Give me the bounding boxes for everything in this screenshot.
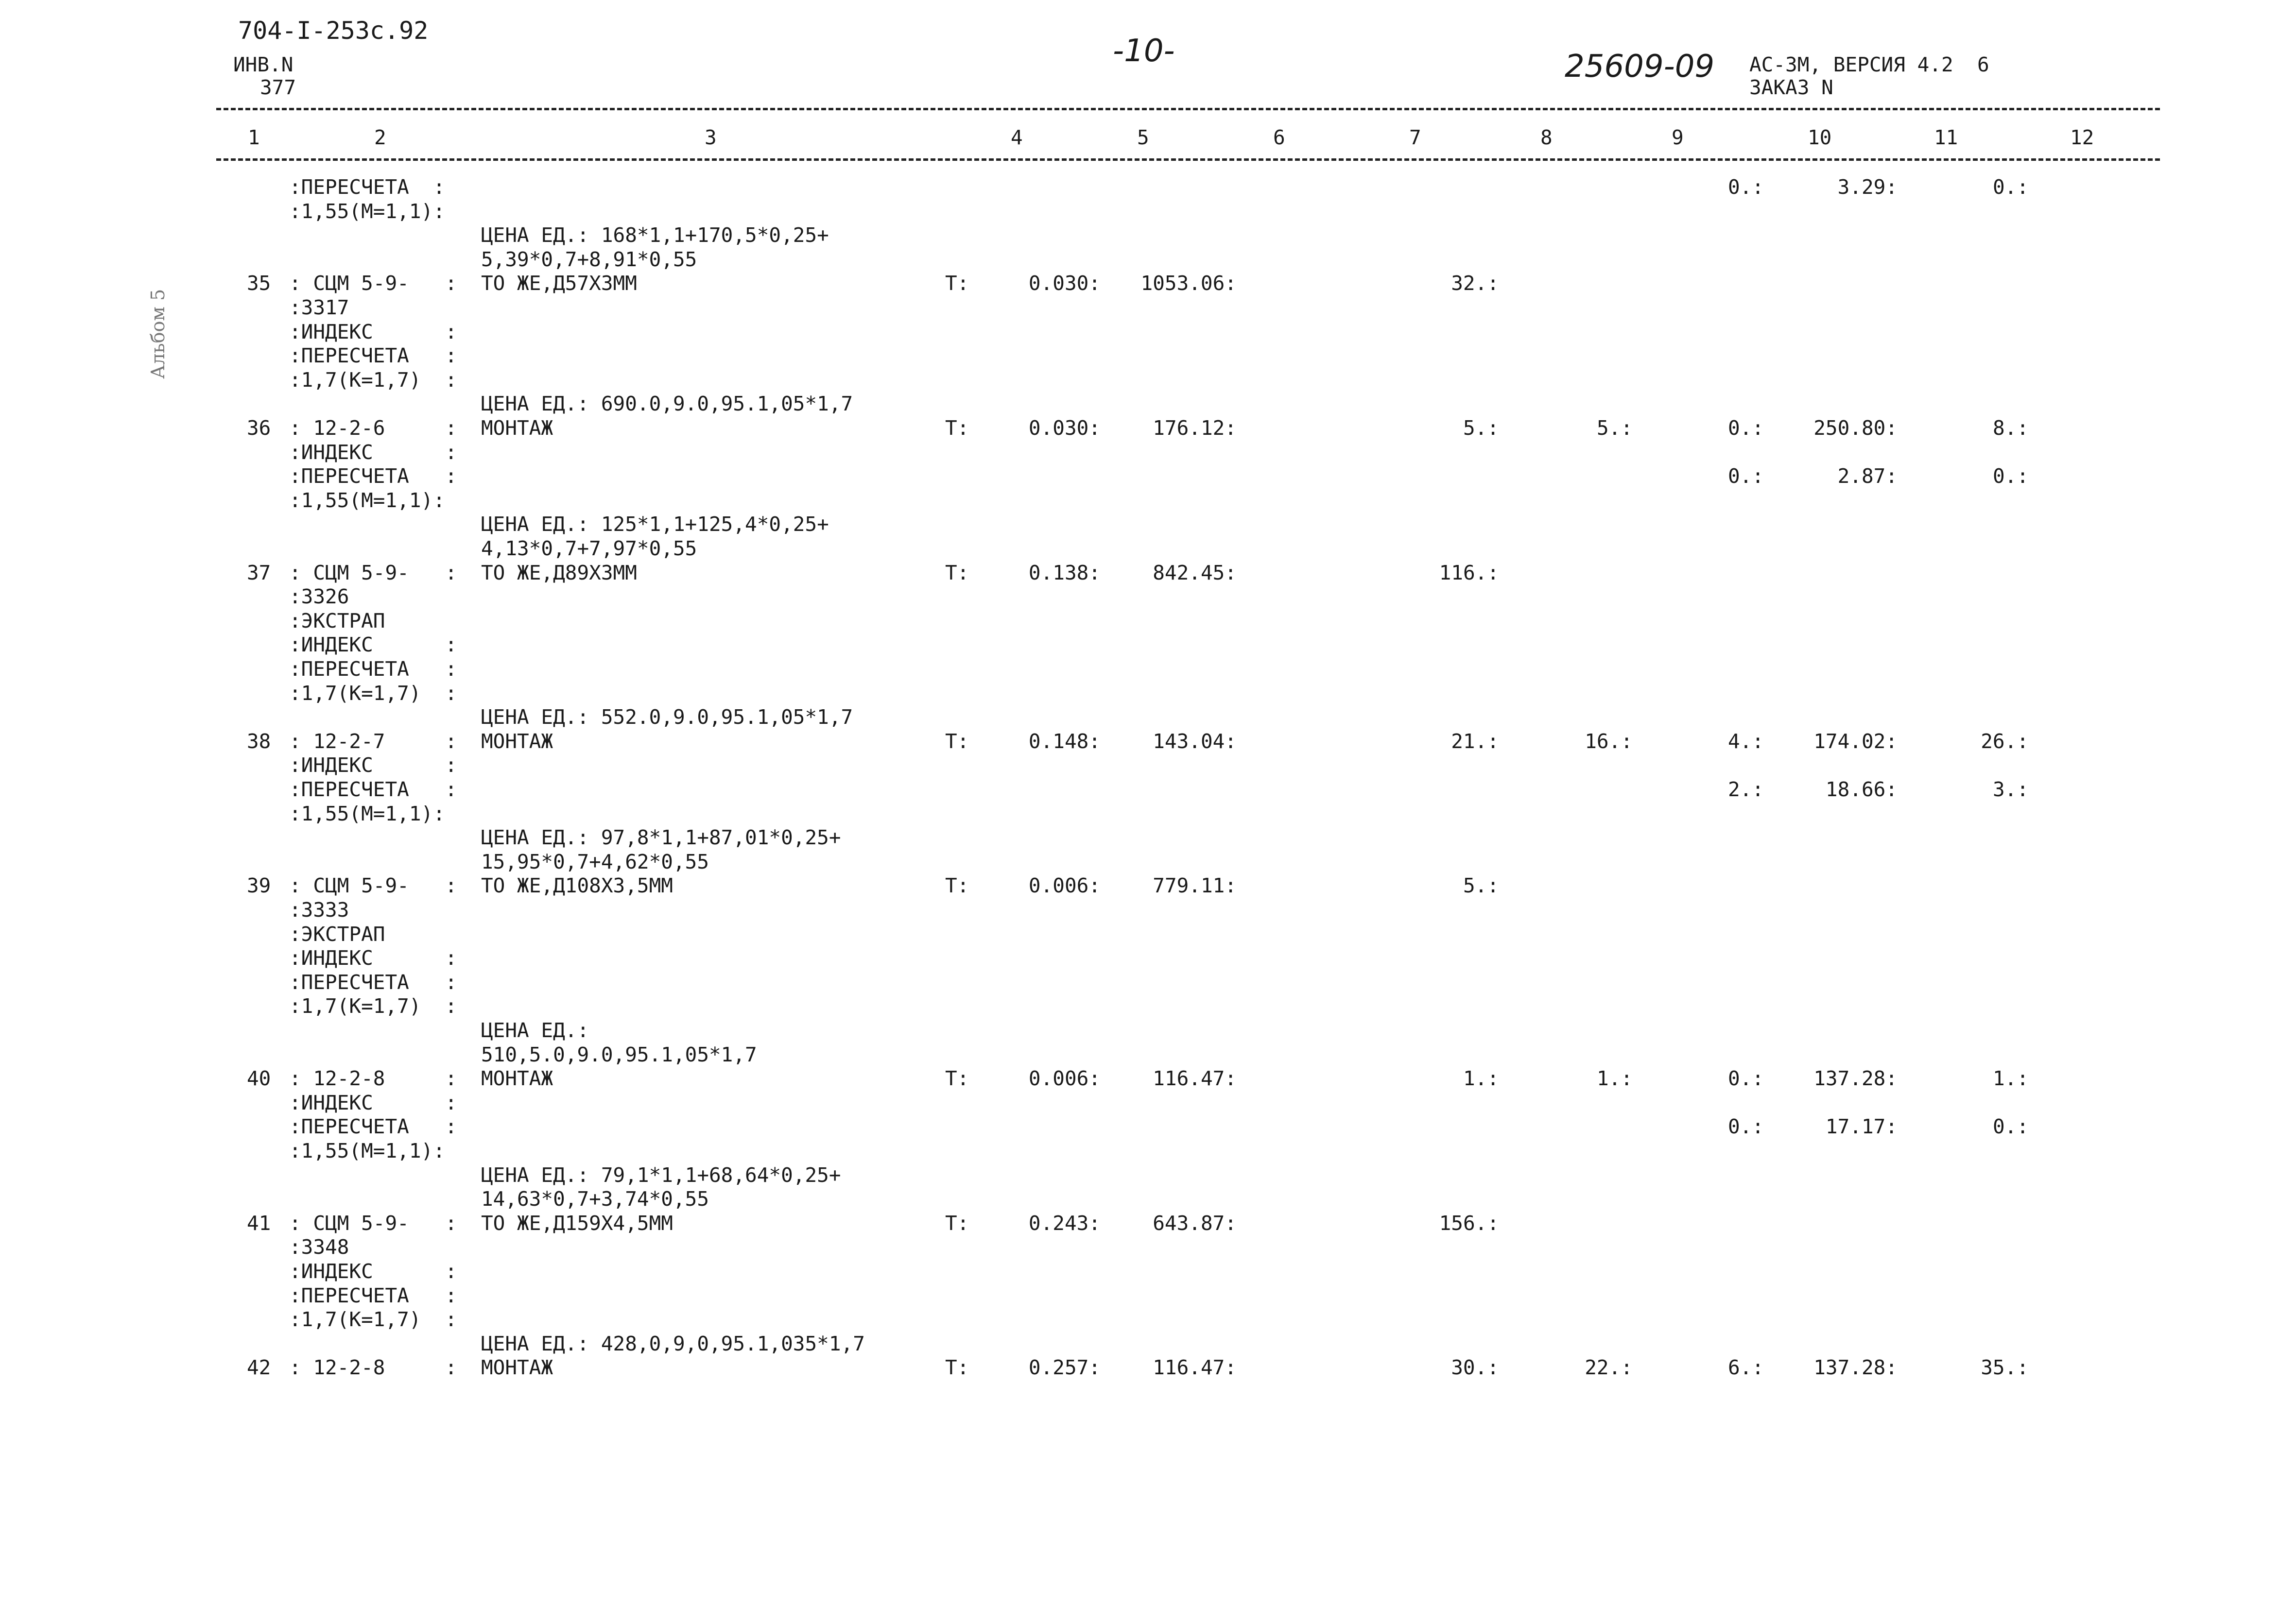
cell-c11: 0.: — [1992, 1115, 2029, 1139]
cell-c3: 5,39*0,7+8,91*0,55 — [481, 247, 697, 271]
cell-c2: :1,55(М=1,1): — [289, 488, 445, 512]
cell-c4: Т: — [945, 729, 969, 753]
cell-c9: 0.: — [1727, 464, 1764, 488]
cell-c3: 14,63*0,7+3,74*0,55 — [481, 1187, 709, 1211]
cell-c8: 5.: — [1596, 416, 1633, 440]
cell-c4: Т: — [945, 1067, 969, 1091]
cell-c10: 137.28: — [1813, 1067, 1898, 1091]
cell-c2: :3348 — [289, 1235, 349, 1259]
cell-c6: 116.47: — [1153, 1067, 1237, 1091]
cell-c3: МОНТАЖ — [481, 1356, 553, 1380]
inv-number: 377 — [260, 76, 296, 99]
version-label: АС-3М, ВЕРСИЯ 4.2 6 — [1749, 53, 1989, 76]
cell-c1: 39 — [247, 874, 271, 898]
cell-c3: ТО ЖЕ,Д159Х4,5ММ — [481, 1211, 673, 1235]
doc-code: 704-I-253с.92 — [238, 17, 429, 45]
cell-c10: 137.28: — [1813, 1356, 1898, 1380]
cell-c11: 0.: — [1992, 175, 2029, 199]
cell-c10: 174.02: — [1813, 729, 1898, 753]
cell-c7: 5.: — [1463, 416, 1499, 440]
cell-c7: 116.: — [1439, 561, 1499, 584]
cell-c1: 38 — [247, 729, 271, 753]
cell-c1: 42 — [247, 1356, 271, 1380]
cell-c5: 0.030: — [1028, 272, 1101, 295]
cell-c4: Т: — [945, 561, 969, 584]
cell-c2: :1,55(М=1,1): — [289, 199, 445, 223]
cell-c1: 41 — [247, 1211, 271, 1235]
cell-c2: :ПЕРЕСЧЕТА : — [289, 344, 457, 368]
cell-c11: 0.: — [1992, 464, 2029, 488]
cell-c9: 6.: — [1727, 1356, 1764, 1380]
column-number-2: 2 — [374, 126, 386, 149]
cell-c1: 36 — [247, 416, 271, 440]
page-number: -10- — [1113, 33, 1175, 69]
cell-c2: :ИНДЕКС : — [289, 320, 457, 343]
cell-c10: 17.17: — [1825, 1115, 1898, 1139]
cell-c2: :ИНДЕКС : — [289, 1260, 457, 1283]
cell-c2: : СЦМ 5-9- : — [289, 561, 457, 584]
cell-c7: 156.: — [1439, 1211, 1499, 1235]
cell-c5: 0.138: — [1028, 561, 1101, 584]
cell-c10: 250.80: — [1813, 416, 1898, 440]
column-number-3: 3 — [705, 126, 717, 149]
cell-c11: 3.: — [1992, 778, 2029, 801]
cell-c3: МОНТАЖ — [481, 416, 553, 440]
cell-c6: 1053.06: — [1140, 272, 1237, 295]
column-number-1: 1 — [248, 126, 260, 149]
cell-c2: :1,7(К=1,7) : — [289, 1308, 457, 1332]
cell-c8: 16.: — [1585, 729, 1633, 753]
cell-c6: 643.87: — [1153, 1211, 1237, 1235]
cell-c7: 1.: — [1463, 1067, 1499, 1091]
cell-c11: 8.: — [1992, 416, 2029, 440]
cell-c9: 2.: — [1727, 778, 1764, 801]
cell-c10: 18.66: — [1825, 778, 1898, 801]
cell-c3: 510,5.0,9.0,95.1,05*1,7 — [481, 1042, 757, 1066]
cell-c2: : 12-2-8 : — [289, 1067, 457, 1091]
album-side-label: Альбом 5 — [147, 289, 169, 379]
cell-c2: :ЭКСТРАП — [289, 922, 385, 946]
column-number-9: 9 — [1672, 126, 1684, 149]
cell-c2: :ИНДЕКС : — [289, 946, 457, 970]
cell-c4: Т: — [945, 416, 969, 440]
cell-c9: 0.: — [1727, 1067, 1764, 1091]
cell-c2: :3333 — [289, 898, 349, 922]
cell-c3: МОНТАЖ — [481, 1067, 553, 1091]
cell-c5: 0.257: — [1028, 1356, 1101, 1380]
order-number-handwritten: 25609-09 — [1565, 49, 1715, 85]
cell-c10: 3.29: — [1837, 175, 1898, 199]
cell-c6: 143.04: — [1153, 729, 1237, 753]
cell-c2: : СЦМ 5-9- : — [289, 1211, 457, 1235]
cell-c2: :1,7(К=1,7) : — [289, 368, 457, 392]
column-number-10: 10 — [1808, 126, 1832, 149]
cell-c7: 32.: — [1451, 272, 1499, 295]
cell-c2: :ИНДЕКС : — [289, 440, 457, 464]
cell-c7: 5.: — [1463, 874, 1499, 898]
cell-c5: 0.006: — [1028, 1067, 1101, 1091]
cell-c9: 0.: — [1727, 175, 1764, 199]
cell-c3: ТО ЖЕ,Д57Х3ММ — [481, 272, 637, 295]
cell-c2: : 12-2-7 : — [289, 729, 457, 753]
cell-c2: :1,7(К=1,7) : — [289, 681, 457, 705]
cell-c3: ЦЕНА ЕД.: 552.0,9.0,95.1,05*1,7 — [481, 705, 853, 729]
cell-c2: :ИНДЕКС : — [289, 1091, 457, 1114]
cell-c4: Т: — [945, 1211, 969, 1235]
column-number-7: 7 — [1409, 126, 1421, 149]
cell-c3: МОНТАЖ — [481, 729, 553, 753]
cell-c2: :1,7(К=1,7) : — [289, 994, 457, 1018]
cell-c2: :ЭКСТРАП — [289, 609, 385, 632]
cell-c11: 35.: — [1981, 1356, 2029, 1380]
cell-c2: :ПЕРЕСЧЕТА : — [289, 778, 457, 801]
column-number-4: 4 — [1011, 126, 1023, 149]
cell-c5: 0.243: — [1028, 1211, 1101, 1235]
cell-c4: Т: — [945, 1356, 969, 1380]
cell-c2: :ПЕРЕСЧЕТА : — [289, 657, 457, 681]
column-number-12: 12 — [2070, 126, 2094, 149]
cell-c1: 37 — [247, 561, 271, 584]
cell-c7: 30.: — [1451, 1356, 1499, 1380]
cell-c4: Т: — [945, 874, 969, 898]
cell-c2: : СЦМ 5-9- : — [289, 272, 457, 295]
cell-c11: 26.: — [1981, 729, 2029, 753]
cell-c4: Т: — [945, 272, 969, 295]
cell-c3: ЦЕНА ЕД.: 79,1*1,1+68,64*0,25+ — [481, 1163, 841, 1187]
cell-c1: 35 — [247, 272, 271, 295]
order-label: ЗАКАЗ N — [1749, 76, 1833, 99]
cell-c2: : 12-2-8 : — [289, 1356, 457, 1380]
cell-c5: 0.006: — [1028, 874, 1101, 898]
cell-c2: :ПЕРЕСЧЕТА : — [289, 970, 457, 994]
cell-c10: 2.87: — [1837, 464, 1898, 488]
header-rule — [216, 158, 2160, 161]
cell-c2: : СЦМ 5-9- : — [289, 874, 457, 898]
cell-c2: :ПЕРЕСЧЕТА : — [289, 1115, 457, 1139]
cell-c9: 4.: — [1727, 729, 1764, 753]
cell-c5: 0.030: — [1028, 416, 1101, 440]
cell-c3: 4,13*0,7+7,97*0,55 — [481, 537, 697, 560]
cell-c2: :1,55(М=1,1): — [289, 1139, 445, 1162]
column-number-5: 5 — [1137, 126, 1149, 149]
cell-c2: :3326 — [289, 585, 349, 609]
cell-c7: 21.: — [1451, 729, 1499, 753]
cell-c2: :ИНДЕКС : — [289, 753, 457, 777]
cell-c6: 176.12: — [1153, 416, 1237, 440]
column-number-8: 8 — [1540, 126, 1553, 149]
cell-c2: :3317 — [289, 296, 349, 319]
cell-c3: ЦЕНА ЕД.: — [481, 1019, 589, 1042]
cell-c6: 779.11: — [1153, 874, 1237, 898]
cell-c3: ЦЕНА ЕД.: 690.0,9.0,95.1,05*1,7 — [481, 392, 853, 416]
cell-c2: : 12-2-6 : — [289, 416, 457, 440]
cell-c1: 40 — [247, 1067, 271, 1091]
cell-c2: :ПЕРЕСЧЕТА : — [289, 464, 457, 488]
cell-c3: 15,95*0,7+4,62*0,55 — [481, 850, 709, 873]
cell-c9: 0.: — [1727, 1115, 1764, 1139]
top-rule — [216, 108, 2160, 110]
inv-label: ИНВ.N — [233, 53, 293, 76]
cell-c3: ЦЕНА ЕД.: 97,8*1,1+87,01*0,25+ — [481, 826, 841, 850]
column-number-11: 11 — [1934, 126, 1958, 149]
column-number-6: 6 — [1273, 126, 1285, 149]
cell-c2: :ПЕРЕСЧЕТА : — [289, 175, 445, 199]
cell-c3: ЦЕНА ЕД.: 125*1,1+125,4*0,25+ — [481, 513, 829, 536]
cell-c3: ЦЕНА ЕД.: 428,0,9,0,95.1,035*1,7 — [481, 1332, 865, 1355]
cell-c2: :ПЕРЕСЧЕТА : — [289, 1283, 457, 1307]
cell-c2: :ИНДЕКС : — [289, 633, 457, 657]
cell-c3: ТО ЖЕ,Д89Х3ММ — [481, 561, 637, 584]
cell-c8: 1.: — [1596, 1067, 1633, 1091]
cell-c3: ЦЕНА ЕД.: 168*1,1+170,5*0,25+ — [481, 223, 829, 247]
cell-c6: 116.47: — [1153, 1356, 1237, 1380]
cell-c9: 0.: — [1727, 416, 1764, 440]
cell-c8: 22.: — [1585, 1356, 1633, 1380]
cell-c6: 842.45: — [1153, 561, 1237, 584]
cell-c5: 0.148: — [1028, 729, 1101, 753]
cell-c11: 1.: — [1992, 1067, 2029, 1091]
cell-c2: :1,55(М=1,1): — [289, 802, 445, 825]
cell-c3: ТО ЖЕ,Д108Х3,5ММ — [481, 874, 673, 898]
